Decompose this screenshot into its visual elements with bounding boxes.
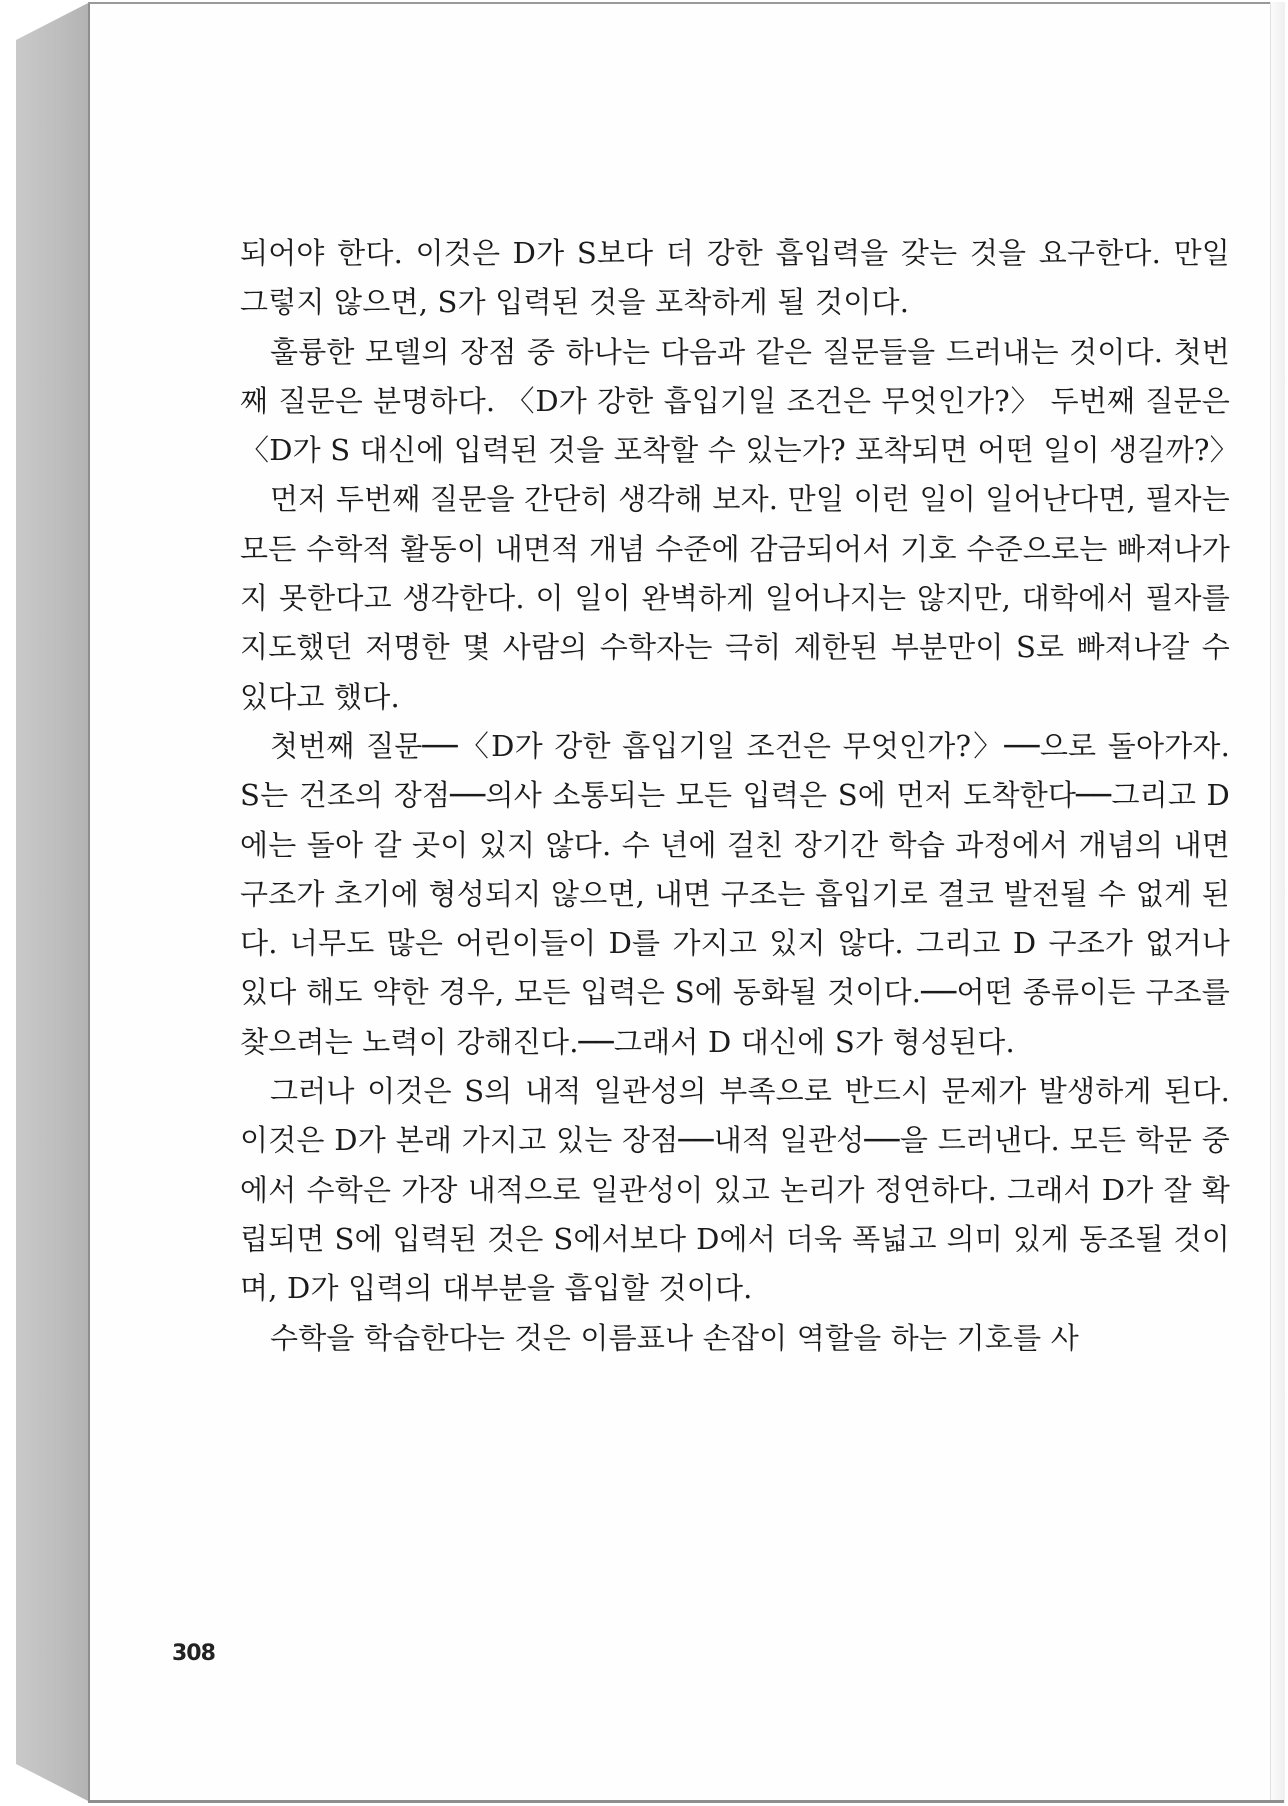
paragraph-4: 첫번째 질문──〈D가 강한 흡입기일 조건은 무엇인가?〉──으로 돌아가자. S는 건조의 장점──의사 소통되는 모든 입력은 S에 먼저 도착한다──그리고 D에는 돌아 갈 곳이 있지 않다. 수 년에 걸친 장기간 학습 과정에서 개념의 내면 구조가 초기에 형성되지 않으면, 내면 구조는 흡입기로 결코 발전될 수 없게 된다. 너무도 많은 어린이들이 D를 가지고 있지 않다. 그리고 D 구조가 없거나 있다 해도 약한 경우, 모든 입력은 S에 동화될 것이다.──어떤 종류이든 구조를 찾으려는 노력이 강해진다.──그래서 D 대신에 S가 형성된다. [240, 728, 1230, 1059]
body-text [240, 229, 1239, 1363]
paragraph-6: 수학을 학습한다는 것은 이름표나 손잡이 역할을 하는 기호를 사 [270, 1320, 1079, 1355]
paragraph-1: 되어야 한다. 이것은 D가 S보다 더 강한 흡입력을 갖는 것을 요구한다. 만일 그렇지 않으면, S가 입력된 것을 포착하게 될 것이다. [240, 236, 1230, 320]
paragraph-2: 훌륭한 모델의 장점 중 하나는 다음과 같은 질문들을 드러내는 것이다. 첫번째 질문은 분명하다. 〈D가 강한 흡입기일 조건은 무엇인가?〉 두번째 질문은 〈D가 S 대신에 입력된 것을 포착할 수 있는가? 포착되면 어떤 일이 생길까?〉 [240, 334, 1239, 468]
book-spine [16, 2, 90, 1802]
page-number: 308 [172, 1641, 215, 1666]
page-bottom-edge [88, 1800, 1284, 1803]
paragraph-3: 먼저 두번째 질문을 간단히 생각해 보자. 만일 이런 일이 일어난다면, 필자는 모든 수학적 활동이 내면적 개념 수준에 감금되어서 기호 수준으로는 빠져나가지 못한다고 생각한다. 이 일이 완벽하게 일어나지는 않지만, 대학에서 필자를 지도했던 저명한 몇 사람의 수학자는 극히 제한된 부분만이 S로 빠져나갈 수 있다고 했다. [240, 482, 1230, 714]
book-page [90, 4, 1270, 1800]
page-right-edge [1270, 2, 1285, 1802]
paragraph-5: 그러나 이것은 S의 내적 일관성의 부족으로 반드시 문제가 발생하게 된다. 이것은 D가 본래 가지고 있는 장점──내적 일관성──을 드러낸다. 모든 학문 중에서 수학은 가장 내적으로 일관성이 있고 논리가 정연하다. 그래서 D가 잘 확립되면 S에 입력된 것은 S에서보다 D에서 더욱 폭넓고 의미 있게 동조될 것이며, D가 입력의 대부분을 흡입할 것이다. [240, 1074, 1230, 1306]
